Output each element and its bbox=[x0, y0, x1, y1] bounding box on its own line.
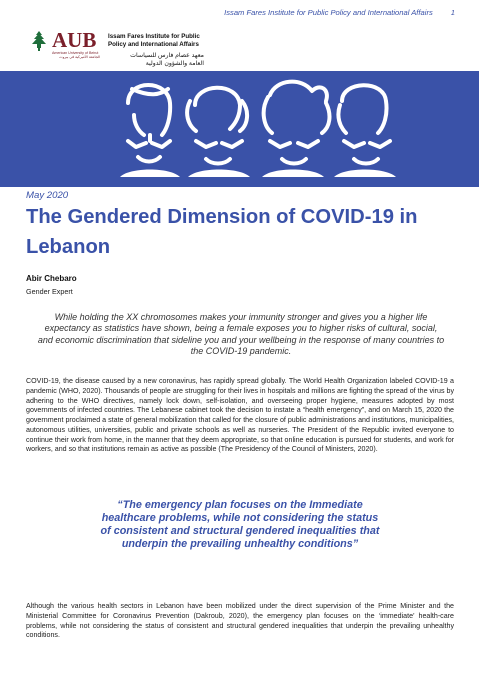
header-institute: Issam Fares Institute for Public Policy and International Affairs bbox=[224, 8, 433, 17]
institute-name-ar-line2: العامة والشؤون الدولية bbox=[145, 60, 204, 68]
cover-banner bbox=[0, 71, 479, 187]
institute-name-arabic bbox=[108, 52, 204, 68]
institute-name-english bbox=[108, 33, 200, 49]
body-paragraph-2: Although the various health sectors in Lebanon have been mobilized under the direct supervision of the Prime Minister and the Ministerial Committee for Coronavirus Prevention (Dakroub, 2020), the emergency plan focuses on the ‘immediate’ health-care problems, while not considering the status of consistent and structural gendered inequalities that underpin the prevailing unhealthy conditions. bbox=[26, 602, 454, 640]
woman-face-4 bbox=[338, 85, 390, 163]
author-role: Gender Expert bbox=[26, 287, 73, 296]
aub-logo bbox=[30, 30, 100, 59]
logo-wordmark: AUB bbox=[52, 28, 97, 52]
running-header bbox=[224, 8, 455, 17]
body-paragraph-1: COVID-19, the disease caused by a new coronavirus, has rapidly spread globally. The World Health Organization labeled COVID-19 a pandemic (WHO, 2020). Thousands of people are struggling for their lives in hospitals and millions are fighting the spread of the virus by adhering to the WHO directives, namely lock down, self-isolation, and overseeing proper hygiene, measures adopted by most governments of infected countries. The Lebanese cabinet took the decision to instate a “health emergency”, and on March 15, 2020 the government proclaimed a state of general mobilization that called for the closure of public administrations and institutions, municipalities, autonomous utilities, universities, public and private schools as well as nurseries. The President of the Republic invited everyone to continue their work from home, in the manner that they deem appropriate, so that online education is pursued for students, and work for workers, and so that institutions remain as active as possible (The Presidency of the Council of Ministers, 2020). bbox=[26, 377, 454, 454]
logo-subtitle: American University of Beirut bbox=[52, 51, 99, 55]
institute-name-en-line2: Policy and International Affairs bbox=[108, 40, 199, 48]
woman-face-2 bbox=[187, 88, 247, 164]
abstract: While holding the XX chromosomes makes your immunity stronger and gives you a higher life expectancy as statistics have shown, being a female exposes you to higher risks of cultural, social, and economic discrimination that sideline you and your wellbeing in the response of many countries to the COVID-19 pandemic. bbox=[37, 312, 445, 356]
page-number: 1 bbox=[450, 8, 455, 17]
page-title: The Gendered Dimension of COVID-19 in Lebanon bbox=[26, 206, 418, 258]
cedar-tree-icon bbox=[30, 30, 48, 52]
logo-subtitle-arabic: الجامعة الأميركية في بيروت bbox=[59, 55, 100, 60]
woman-face-3 bbox=[264, 82, 330, 164]
pull-quote: “The emergency plan focuses on the Immediate healthcare problems, while not considering the status of consistent and structural gendered inequalities that underpin the prevailing unhealthy conditions” bbox=[100, 499, 380, 551]
institute-name-en-line1: Issam Fares Institute for Public bbox=[108, 33, 200, 40]
publication-date: May 2020 bbox=[26, 190, 69, 201]
women-with-masks-illustration bbox=[0, 71, 479, 187]
woman-face-1 bbox=[128, 85, 170, 162]
author-name: Abir Chebaro bbox=[26, 274, 77, 283]
institute-name-ar-line1: معهد عصام فارس للسياسات bbox=[130, 52, 204, 59]
